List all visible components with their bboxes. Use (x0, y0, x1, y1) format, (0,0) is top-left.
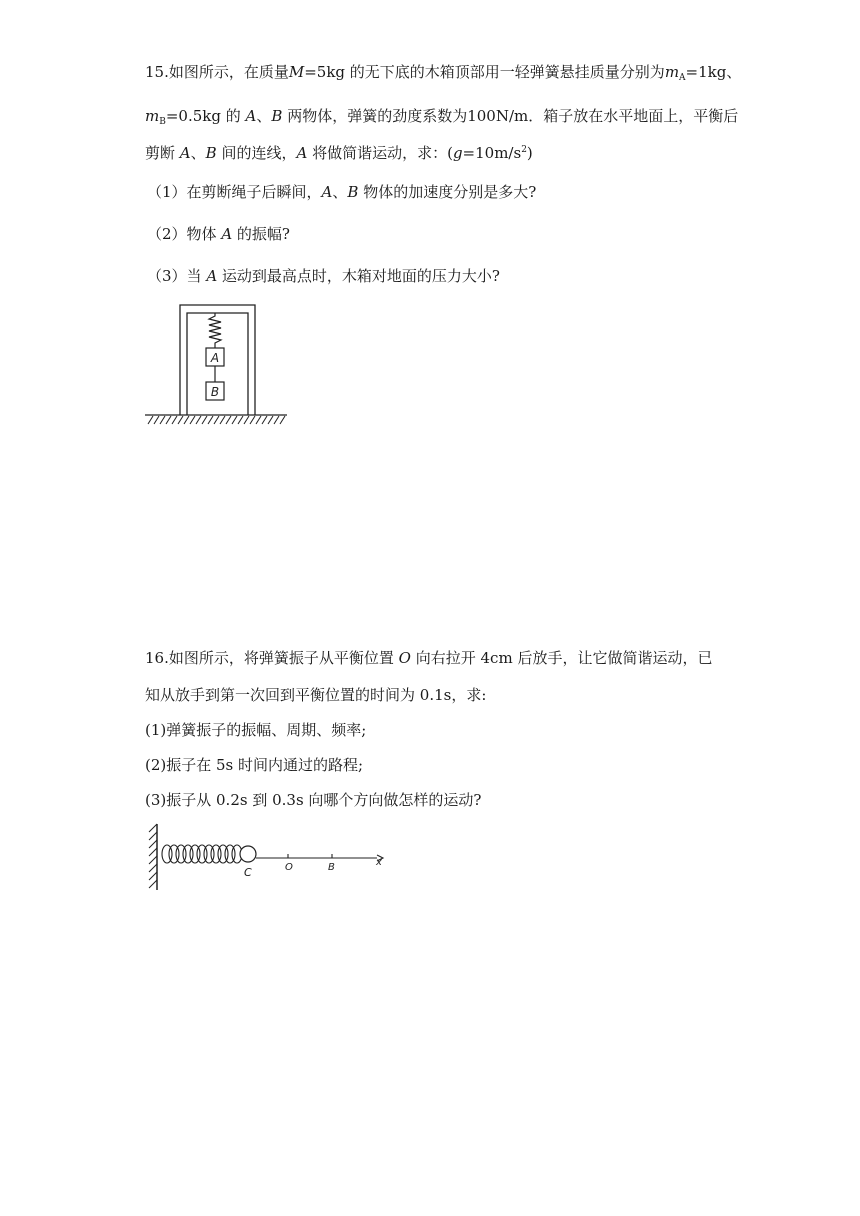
q16-part-1: (1)弹簧振子的振幅、周期、频率; (145, 721, 367, 739)
q16-spring-oscillator-figure (145, 820, 395, 895)
q16-part-2: (2)振子在 5s 时间内通过的路程; (145, 756, 364, 774)
q16-part-3: (3)振子从 0.2s 到 0.3s 向哪个方向做怎样的运动? (145, 791, 482, 809)
label-b: B (328, 862, 335, 873)
q16-line-2: 知从放手到第一次回到平衡位置的时间为 0.1s，求: (145, 686, 487, 704)
q15-part-2: （2）物体 A 的振幅? (147, 225, 290, 243)
q15-part-1: （1）在剪断绳子后瞬间，A、B 物体的加速度分别是多大? (147, 183, 537, 201)
ground-hatching (148, 416, 285, 424)
q15-number: 15 (145, 63, 165, 81)
q15-line-2: $m_B=0.5kg$ 的 A、B 两物体，弹簧的劲度系数为100N/m．箱子放在水平地面上，平衡后 (145, 107, 739, 127)
q16-line-1: 16.如图所示，将弹簧振子从平衡位置 O 向右拉开 4cm 后放手，让它做简谐运动，已 (145, 649, 713, 667)
oscillator-ball (240, 846, 256, 862)
spring-icon (209, 313, 221, 348)
q15-line-3: 剪断 A、B 间的连线，A 将做简谐运动，求：$(g=10m/s^2)$ (145, 144, 533, 162)
block-b-label: B (210, 385, 220, 399)
label-c: C (244, 866, 252, 879)
block-a-label: A (210, 351, 220, 365)
q15-part-3: （3）当 A 运动到最高点时，木箱对地面的压力大小? (147, 267, 500, 285)
q15-box-spring-figure (140, 300, 300, 430)
label-o: O (285, 862, 293, 873)
coil-spring-icon (162, 845, 242, 863)
q15-line-1: 15.如图所示，在质量M=5kg 的无下底的木箱顶部用一轻弹簧悬挂质量分别为$m_A=1kg$、 (145, 63, 742, 83)
q16-number: 16 (145, 649, 165, 667)
label-x: x (376, 857, 382, 868)
wall-hatching (149, 824, 157, 888)
